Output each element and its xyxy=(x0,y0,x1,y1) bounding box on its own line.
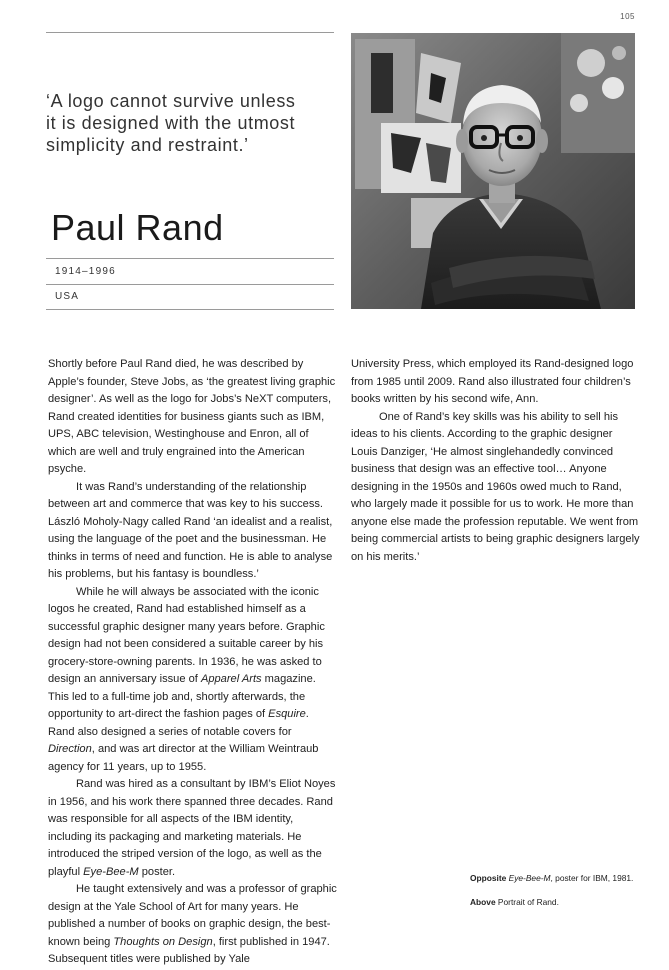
text-run: While he will always be associated with the iconic logos he created, Rand had established himself as a successful graphic designer many years before. Graphic design had not been considered a suitable career by his grocery-store-owning parents. In 1936, he was asked to design an anniversary issue of xyxy=(48,585,325,685)
name-rule xyxy=(46,258,334,259)
paragraph: One of Rand’s key skills was his ability to sell his ideas to his clients. According to the graphic designer Louis Danziger, ‘He almost singlehandedly convinced business that design was an effective tool… Anyone designing in the 1950s and 1960s owed much to Rand, who largely made it possible for us to work. He more than anyone else made the profession reputable. We went from being commercial artists to being graphic designers largely on his merits.’ xyxy=(351,410,640,563)
magazine-title: Direction xyxy=(48,743,92,755)
caption-label: Above xyxy=(470,897,496,907)
paragraph: Shortly before Paul Rand died, he was described by Apple’s founder, Steve Jobs, as ‘the greatest living graphic designer’. As well as the logo for Jobs’s NeXT computers, Rand created identities for business giants such as IBM, UPS, ABC television, Westinghouse and Enron, all of which are well and truly engrained into the American psyche. xyxy=(48,358,336,475)
poster-title: Eye-Bee-M xyxy=(83,865,139,878)
caption-text: , poster for IBM, 1981. xyxy=(550,873,634,883)
text-run: , first published in 1947. Subsequent titles were published by Yale xyxy=(48,935,330,965)
top-rule xyxy=(46,32,334,33)
book-title: Thoughts on Design xyxy=(113,935,213,948)
paragraph xyxy=(48,776,338,881)
portrait-photo xyxy=(351,33,635,309)
country: USA xyxy=(55,291,80,302)
text-run: magazine. This led to a full-time job and, shortly afterwards, the opportunity to art-direct the fashion pages of xyxy=(48,673,316,720)
text-run: . Rand also designed a series of notable covers for xyxy=(48,708,309,738)
country-rule xyxy=(46,309,334,310)
dates-rule xyxy=(46,284,334,285)
caption-label: Opposite xyxy=(470,873,507,883)
body-column-right xyxy=(351,356,641,566)
magazine-title: Apparel Arts xyxy=(200,673,262,685)
pull-quote: ‘A logo cannot survive unless it is designed with the utmost simplicity and restraint.’ xyxy=(46,91,296,155)
magazine-title: Esquire xyxy=(268,708,306,720)
body-column-left xyxy=(48,356,338,969)
text-run: , and was art director at the William Weintraub agency for 11 years, up to 1955. xyxy=(48,743,319,773)
portrait-illustration xyxy=(351,33,635,309)
caption-above xyxy=(470,897,640,908)
life-dates: 1914–1996 xyxy=(55,266,116,277)
text-run: poster. xyxy=(138,865,176,878)
text-run: He taught extensively and was a professor of graphic design at the Yale School of Art for many years. He published a number of books on graphic design, the best-known being xyxy=(48,883,337,948)
paragraph xyxy=(48,584,338,777)
paragraph xyxy=(48,881,338,969)
designer-name: Paul Rand xyxy=(51,207,224,248)
page-number: 105 xyxy=(620,12,635,21)
caption-opposite xyxy=(470,873,640,884)
image-captions xyxy=(470,873,640,921)
paragraph: It was Rand’s understanding of the relationship between art and commerce that was key to his success. László Moholy-Nagy called Rand ‘an idealist and a realist, using the language of the poet and the businessman. He thinks in terms of need and function. He is able to analyse his problems, but his fantasy is boundless.’ xyxy=(48,480,333,580)
caption-text: Portrait of Rand. xyxy=(495,897,559,907)
text-run: Rand was hired as a consultant by IBM’s Eliot Noyes in 1956, and his work there spanned three decades. Rand was responsible for all aspects of the IBM identity, including its packaging and marketing materials. He introduced the striped version of the logo, as well as the playful xyxy=(48,778,336,878)
paragraph: University Press, which employed its Rand-designed logo from 1985 until 2009. Rand also illustrated four children’s books written by his second wife, Ann. xyxy=(351,358,634,405)
caption-title: Eye-Bee-M xyxy=(508,873,551,883)
